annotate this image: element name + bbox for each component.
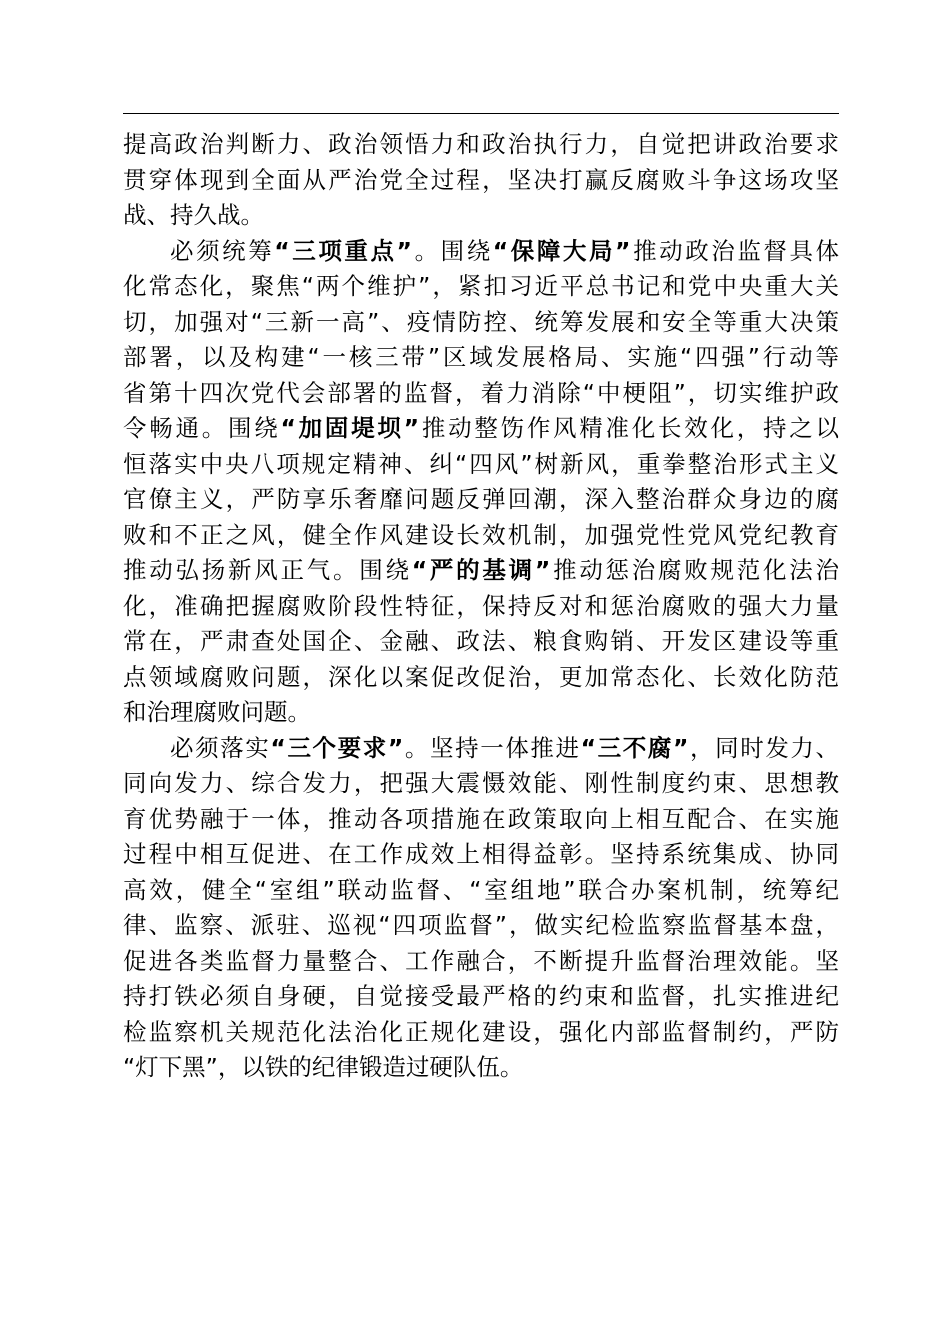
text-line xyxy=(123,873,839,909)
text-line xyxy=(123,234,839,270)
paragraph xyxy=(123,731,839,1086)
text-segment: 切，加强对“三新一高”、疫情防控、统筹发展和安全等重大决策 xyxy=(123,307,839,336)
text-segment: 令畅通。围绕 xyxy=(123,414,281,442)
text-line xyxy=(123,127,839,163)
text-line xyxy=(123,695,839,731)
body-text xyxy=(123,127,839,1086)
text-line xyxy=(123,766,839,802)
text-line xyxy=(123,1015,839,1051)
text-segment: 败和不正之风，健全作风建设长效机制，加强党性党风党纪教育 xyxy=(123,520,839,549)
text-line xyxy=(123,660,839,696)
text-line xyxy=(123,376,839,412)
text-segment: 官僚主义，严防享乐奢靡问题反弹回潮，深入整治群众身边的腐 xyxy=(123,485,839,513)
text-segment: “灯下黑”，以铁的纪律锻造过硬队伍。 xyxy=(123,1053,524,1081)
emphasis-text: “三不腐” xyxy=(580,733,689,762)
text-segment: 。围绕 xyxy=(412,236,493,265)
text-line xyxy=(123,518,839,554)
text-line xyxy=(123,198,839,234)
text-line xyxy=(123,979,839,1015)
emphasis-text: “三个要求” xyxy=(270,733,404,762)
text-segment: 省第十四次党代会部署的监督，着力消除“中梗阻”，切实维护政 xyxy=(123,378,839,407)
emphasis-text: “保障大局” xyxy=(492,236,631,265)
text-segment: ，同时发力、 xyxy=(688,733,840,762)
text-segment: 同向发力、综合发力，把强大震慑效能、刚性制度约束、思想教 xyxy=(123,769,839,797)
text-line xyxy=(123,163,839,199)
text-segment: 必须统筹 xyxy=(170,236,275,265)
text-segment: 恒落实中央八项规定精神、纠“四风”树新风，重拳整治形式主义 xyxy=(123,449,839,478)
text-line xyxy=(123,802,839,838)
text-line xyxy=(123,447,839,483)
text-segment: 和治理腐败问题。 xyxy=(123,698,311,726)
text-line xyxy=(123,305,839,341)
text-segment: 提高政治判断力、政治领悟力和政治执行力，自觉把讲政治要求 xyxy=(123,130,839,158)
text-line xyxy=(123,944,839,980)
text-line xyxy=(123,837,839,873)
text-line xyxy=(123,411,839,447)
text-segment: 推动整饬作风精准化长效化，持之以 xyxy=(419,414,840,442)
header-rule xyxy=(123,113,839,114)
emphasis-text: “严的基调” xyxy=(411,556,551,584)
text-segment: 常在，严肃查处国企、金融、政法、粮食购销、开发区建设等重 xyxy=(123,627,839,655)
text-segment: 检监察机关规范化法治化正规化建设，强化内部监督制约，严防 xyxy=(123,1017,839,1046)
text-segment: 化常态化，聚焦“两个维护”，紧扣习近平总书记和党中央重大关 xyxy=(123,272,839,300)
text-segment: 战、持久战。 xyxy=(123,201,264,229)
text-segment: 部署，以及构建“一核三带”区域发展格局、实施“四强”行动等 xyxy=(123,343,839,371)
text-segment: 促进各类监督力量整合、工作融合，不断提升监督治理效能。坚 xyxy=(123,946,839,975)
text-segment: 过程中相互促进、在工作成效上相得益彰。坚持系统集成、协同 xyxy=(123,840,839,868)
text-line xyxy=(123,624,839,660)
text-segment: 律、监察、派驻、巡视“四项监督”，做实纪检监察监督基本盘， xyxy=(123,911,839,939)
text-segment: 高效，健全“室组”联动监督、“室组地”联合办案机制，统筹纪 xyxy=(123,875,839,904)
text-segment: 推动政治监督具体 xyxy=(630,236,840,265)
text-segment: 。坚持一体推进 xyxy=(403,733,581,762)
text-segment: 必须落实 xyxy=(170,733,271,762)
text-line xyxy=(123,1050,839,1086)
text-segment: 化，准确把握腐败阶段性特征，保持反对和惩治腐败的强大力量 xyxy=(123,591,839,620)
emphasis-text: “加固堤坝” xyxy=(280,414,420,442)
text-line xyxy=(123,340,839,376)
emphasis-text: “三项重点” xyxy=(274,236,412,265)
text-segment: 育优势融于一体，推动各项措施在政策取向上相互配合、在实施 xyxy=(123,804,839,833)
paragraph xyxy=(123,234,839,731)
paragraph xyxy=(123,127,839,234)
text-segment: 贯穿体现到全面从严治党全过程，坚决打赢反腐败斗争这场攻坚 xyxy=(123,165,839,194)
text-segment: 推动惩治腐败规范化法治 xyxy=(550,556,840,584)
text-segment: 推动弘扬新风正气。围绕 xyxy=(123,556,412,584)
text-line xyxy=(123,553,839,589)
text-segment: 持打铁必须自身硬，自觉接受最严格的约束和监督，扎实推进纪 xyxy=(123,982,839,1010)
text-segment: 点领域腐败问题，深化以案促改促治，更加常态化、长效化防范 xyxy=(123,662,839,691)
text-line xyxy=(123,731,839,767)
text-line xyxy=(123,908,839,944)
text-line xyxy=(123,589,839,625)
text-line xyxy=(123,269,839,305)
text-line xyxy=(123,482,839,518)
